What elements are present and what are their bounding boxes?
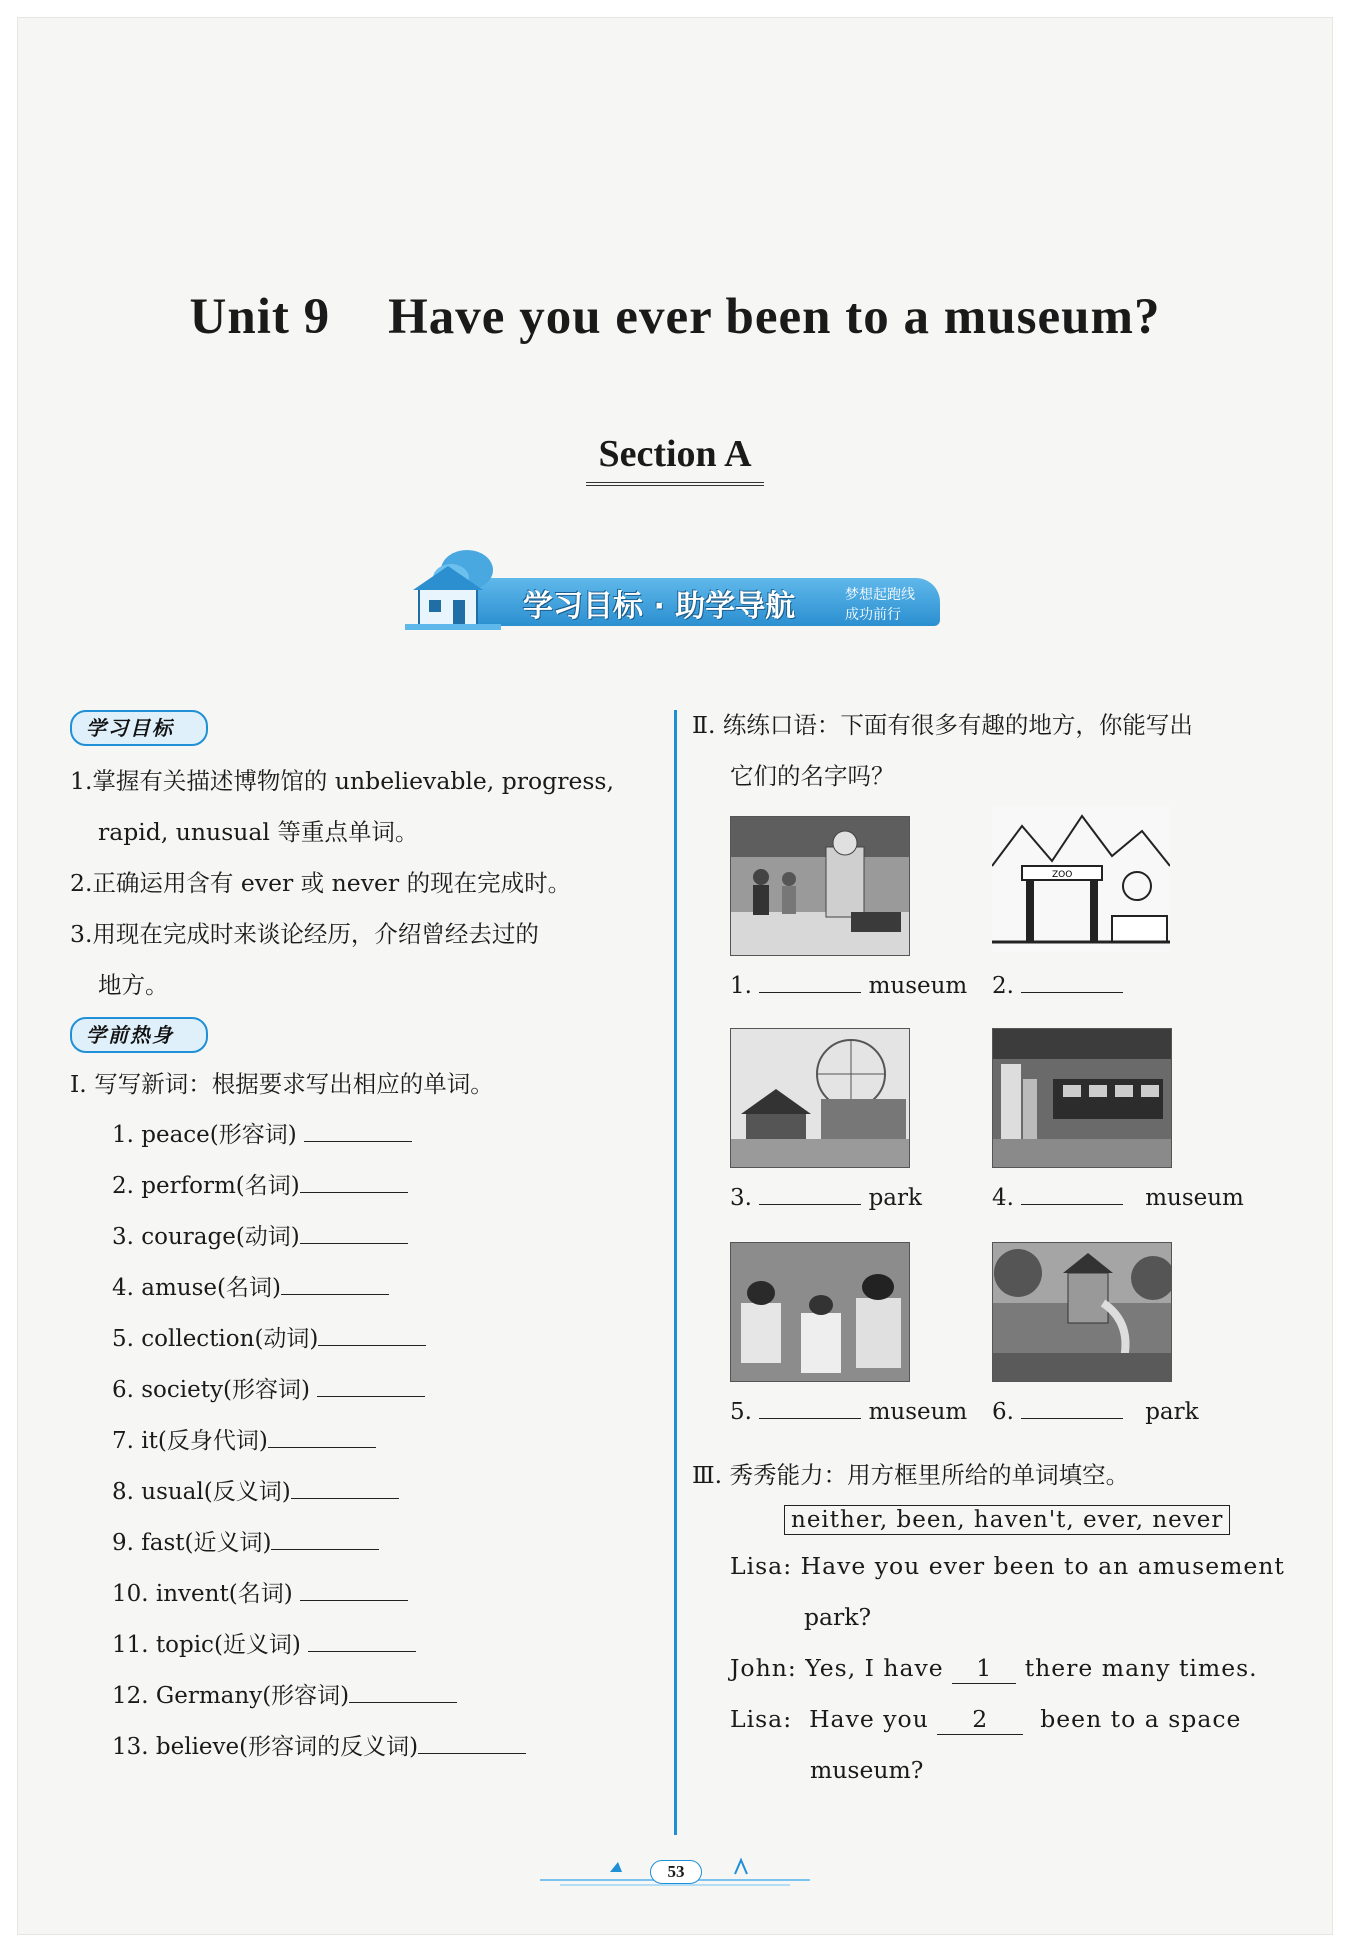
word-item: 4. amuse(名词) xyxy=(70,1263,660,1314)
caption-3: 3. park xyxy=(730,1180,922,1211)
banner-sub-1: 梦想起跑线 xyxy=(845,587,915,603)
guide-banner xyxy=(405,548,940,632)
answer-blank[interactable] xyxy=(1021,1180,1123,1205)
word-item: 7. it(反身代词) xyxy=(70,1416,660,1467)
museum-robot-photo xyxy=(730,816,910,956)
answer-blank[interactable] xyxy=(300,1168,408,1193)
word-item: 6. society(形容词) xyxy=(70,1365,660,1416)
part2-title: Ⅱ. 练练口语：下面有很多有趣的地方，你能写出 xyxy=(692,711,1193,739)
word-item: 9. fast(近义词) xyxy=(70,1518,660,1569)
house-icon xyxy=(405,548,501,632)
svg-text:ZOO: ZOO xyxy=(1052,870,1073,880)
answer-blank[interactable] xyxy=(759,1394,861,1419)
section-label: Section A xyxy=(586,432,763,486)
unit-question: Have you ever been to a museum? xyxy=(388,289,1161,345)
goal-line: 1.掌握有关描述博物馆的 unbelievable, progress, xyxy=(70,767,614,795)
word-item: 2. perform(名词) xyxy=(70,1161,660,1212)
answer-blank[interactable] xyxy=(268,1423,376,1448)
answer-blank[interactable] xyxy=(300,1576,408,1601)
word-item: 1. peace(形容词) xyxy=(70,1110,660,1161)
answer-blank-2[interactable]: 2 xyxy=(937,1704,1023,1735)
goal-line: 2.正确运用含有 ever 或 never 的现在完成时。 xyxy=(70,869,572,897)
warmup-tag: 学前热身 xyxy=(70,1017,208,1053)
answer-blank[interactable] xyxy=(318,1321,426,1346)
caption-2: 2. xyxy=(992,968,1123,999)
answer-blank[interactable] xyxy=(291,1474,399,1499)
goal-line: 3.用现在完成时来谈论经历，介绍曾经去过的 xyxy=(70,920,539,948)
banner-title: 学习目标 · 助学导航 xyxy=(523,589,796,624)
answer-blank[interactable] xyxy=(308,1627,416,1652)
playground-park-photo xyxy=(992,1242,1172,1382)
answer-blank[interactable] xyxy=(418,1729,526,1754)
museum-hall-photo xyxy=(992,1028,1172,1168)
caption-4: 4. museum xyxy=(992,1180,1244,1211)
answer-blank[interactable] xyxy=(281,1270,389,1295)
word-box: neither, been, haven't, ever, never xyxy=(784,1505,1230,1535)
photo-grid xyxy=(692,816,1292,1456)
answer-blank[interactable] xyxy=(349,1678,457,1703)
dialog-line: John: Yes, I have 1 there many times. xyxy=(730,1654,1258,1682)
column-divider xyxy=(674,710,677,1835)
answer-blank[interactable] xyxy=(1021,968,1123,993)
part1-title: Ⅰ. 写写新词：根据要求写出相应的单词。 xyxy=(70,1070,494,1098)
dialog-line: park? xyxy=(804,1603,872,1631)
answer-blank[interactable] xyxy=(300,1219,408,1244)
answer-blank[interactable] xyxy=(304,1117,412,1142)
answer-blank[interactable] xyxy=(317,1372,425,1397)
unit-number: Unit 9 xyxy=(189,289,331,345)
goal-line: 地方。 xyxy=(98,971,169,999)
dialog-line: Lisa: Have you 2 been to a space xyxy=(730,1705,1242,1733)
answer-blank[interactable] xyxy=(759,968,861,993)
word-item: 10. invent(名词) xyxy=(70,1569,660,1620)
left-column xyxy=(70,710,660,1773)
answer-blank[interactable] xyxy=(759,1180,861,1205)
word-box-wrap xyxy=(784,1505,1292,1535)
zoo-drawing xyxy=(992,806,1170,952)
word-item: 11. topic(近义词) xyxy=(70,1620,660,1671)
goals-tag: 学习目标 xyxy=(70,710,208,746)
dialog-line: museum? xyxy=(810,1756,924,1784)
part2-title-cont: 它们的名字吗？ xyxy=(730,762,895,790)
word-item: 13. believe(形容词的反义词) xyxy=(70,1722,660,1773)
right-column xyxy=(692,700,1292,1796)
word-item: 12. Germany(形容词) xyxy=(70,1671,660,1722)
word-item: 3. courage(动词) xyxy=(70,1212,660,1263)
caption-1: 1. museum xyxy=(730,968,967,999)
dialog-line: Lisa: Have you ever been to an amusement xyxy=(730,1552,1285,1580)
caption-5: 5. museum xyxy=(730,1394,967,1425)
banner-sub-2: 成功前行 xyxy=(845,607,901,623)
word-item: 5. collection(动词) xyxy=(70,1314,660,1365)
page-number: 53 xyxy=(650,1860,702,1884)
answer-blank[interactable] xyxy=(1021,1394,1123,1419)
answer-blank[interactable] xyxy=(271,1525,379,1550)
bronze-museum-photo xyxy=(730,1242,910,1382)
unit-title xyxy=(0,288,1350,346)
word-item: 8. usual(反义词) xyxy=(70,1467,660,1518)
page-number-ornament xyxy=(540,1852,810,1892)
goal-line: rapid, unusual 等重点单词。 xyxy=(98,818,419,846)
answer-blank-1[interactable]: 1 xyxy=(952,1653,1016,1684)
caption-6: 6. park xyxy=(992,1394,1199,1425)
amusement-park-photo xyxy=(730,1028,910,1168)
section-title xyxy=(0,432,1350,486)
part3-title: Ⅲ. 秀秀能力：用方框里所给的单词填空。 xyxy=(692,1461,1130,1489)
